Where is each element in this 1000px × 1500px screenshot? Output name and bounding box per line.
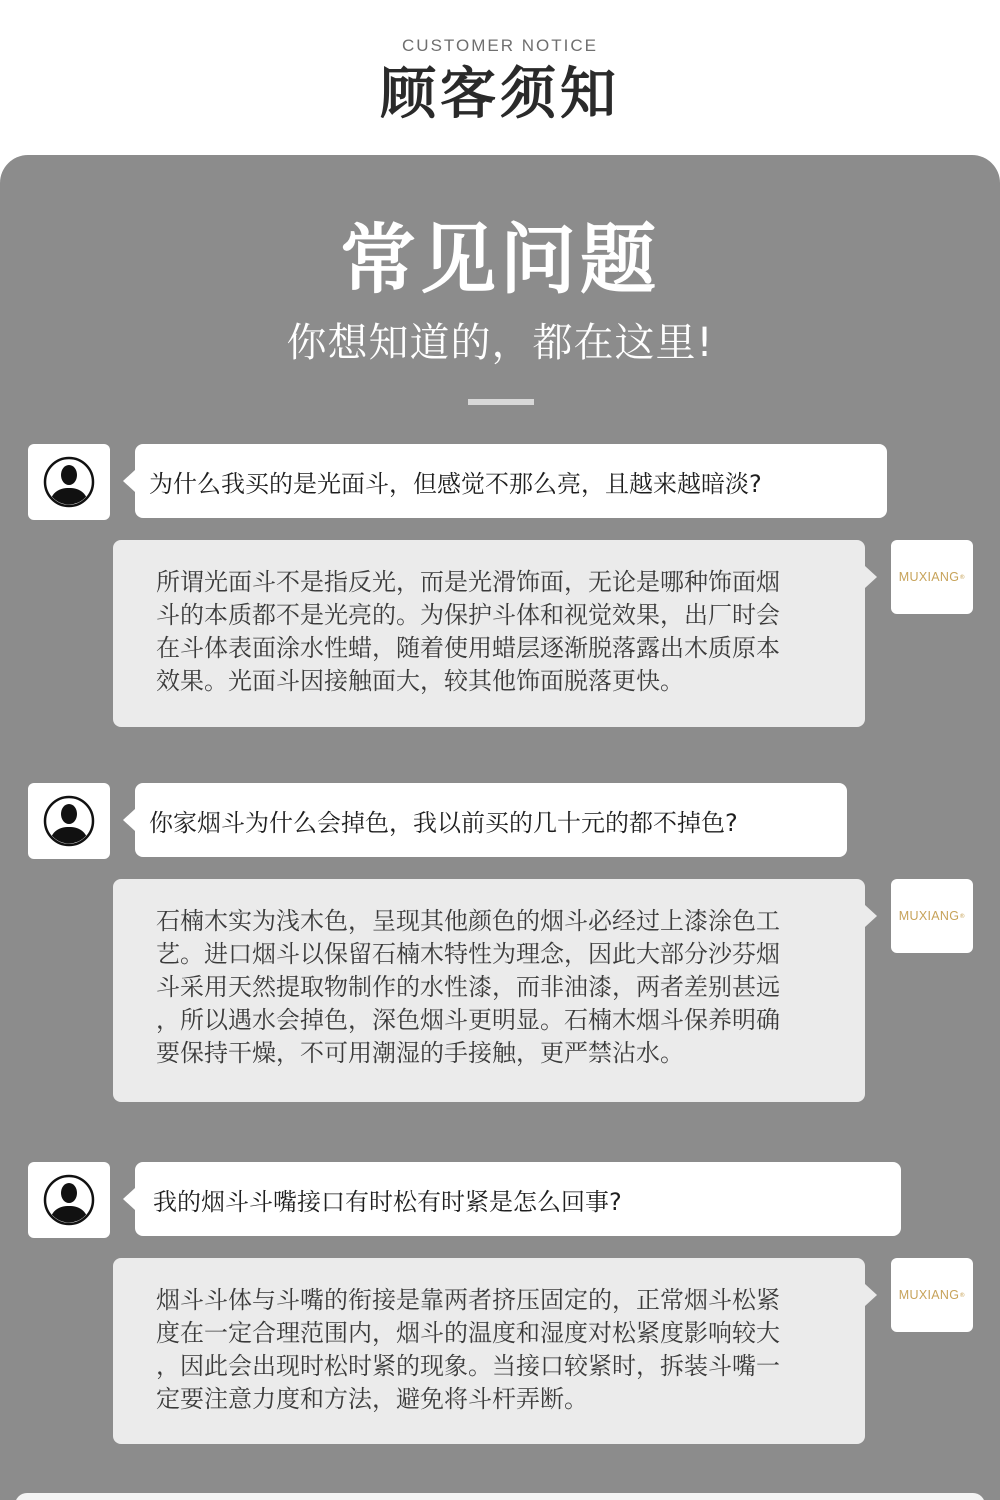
answer-bubble xyxy=(113,879,865,1102)
answer-line: 效果。光面斗因接触面大，较其他饰面脱落更快。 xyxy=(156,667,684,695)
question-text: 我的烟斗斗嘴接口有时松有时紧是怎么回事? xyxy=(153,1187,622,1216)
brand-logo xyxy=(891,540,973,614)
question-bubble xyxy=(135,1162,901,1236)
registered-mark: ® xyxy=(959,1291,966,1299)
question-text: 你家烟斗为什么会掉色，我以前买的几十元的都不掉色? xyxy=(149,808,738,837)
page-header xyxy=(0,0,1000,155)
faq-subtitle: 你想知道的，都在这里! xyxy=(286,320,714,366)
answer-bubble xyxy=(113,540,865,727)
customer-avatar-icon xyxy=(28,783,110,859)
answer-line: 斗采用天然提取物制作的水性漆，而非油漆，两者差别甚远 xyxy=(156,973,780,1001)
customer-avatar-icon xyxy=(28,444,110,520)
answer-line: ，因此会出现时松时紧的现象。当接口较紧时，拆装斗嘴一 xyxy=(156,1352,780,1380)
registered-mark: ® xyxy=(959,573,966,581)
answer-line: 度在一定合理范围内，烟斗的温度和湿度对松紧度影响较大 xyxy=(156,1319,780,1347)
answer-line: 在斗体表面涂水性蜡，随着使用蜡层逐渐脱落露出木质原本 xyxy=(156,634,780,662)
question-bubble xyxy=(135,783,847,857)
registered-mark: ® xyxy=(959,912,966,920)
brand-logo xyxy=(891,1258,973,1332)
answer-line: 石楠木实为浅木色，呈现其他颜色的烟斗必经过上漆涂色工 xyxy=(156,907,780,935)
title-divider xyxy=(468,399,534,405)
answer-line: 烟斗斗体与斗嘴的衔接是靠两者挤压固定的，正常烟斗松紧 xyxy=(156,1286,780,1314)
answer-line: 斗的本质都不是光亮的。为保护斗体和视觉效果，出厂时会 xyxy=(156,601,780,629)
brand-logo-text: MUXIANG xyxy=(898,570,960,584)
question-bubble xyxy=(135,444,887,518)
answer-bubble xyxy=(113,1258,865,1444)
brand-logo-text: MUXIANG xyxy=(898,909,960,923)
question-text: 为什么我买的是光面斗，但感觉不那么亮，且越来越暗淡? xyxy=(149,469,762,498)
faq-title: 常见问题 xyxy=(340,215,660,304)
user-silhouette-icon xyxy=(43,795,95,847)
answer-line: 定要注意力度和方法，避免将斗杆弄断。 xyxy=(156,1385,588,1413)
answer-line: ，所以遇水会掉色，深色烟斗更明显。石楠木烟斗保养明确 xyxy=(156,1006,780,1034)
user-silhouette-icon xyxy=(43,456,95,508)
customer-avatar-icon xyxy=(28,1162,110,1238)
answer-line: 艺。进口烟斗以保留石楠木特性为理念，因此大部分沙芬烟 xyxy=(156,940,780,968)
answer-line: 所谓光面斗不是指反光，而是光滑饰面，无论是哪种饰面烟 xyxy=(156,568,780,596)
header-eyebrow: CUSTOMER NOTICE xyxy=(402,36,598,55)
answer-line: 要保持干燥，不可用潮湿的手接触，更严禁沾水。 xyxy=(156,1039,684,1067)
page-title: 顾客须知 xyxy=(380,62,620,127)
brand-logo-text: MUXIANG xyxy=(898,1288,960,1302)
next-card-edge xyxy=(15,1493,985,1500)
user-silhouette-icon xyxy=(43,1174,95,1226)
brand-logo xyxy=(891,879,973,953)
